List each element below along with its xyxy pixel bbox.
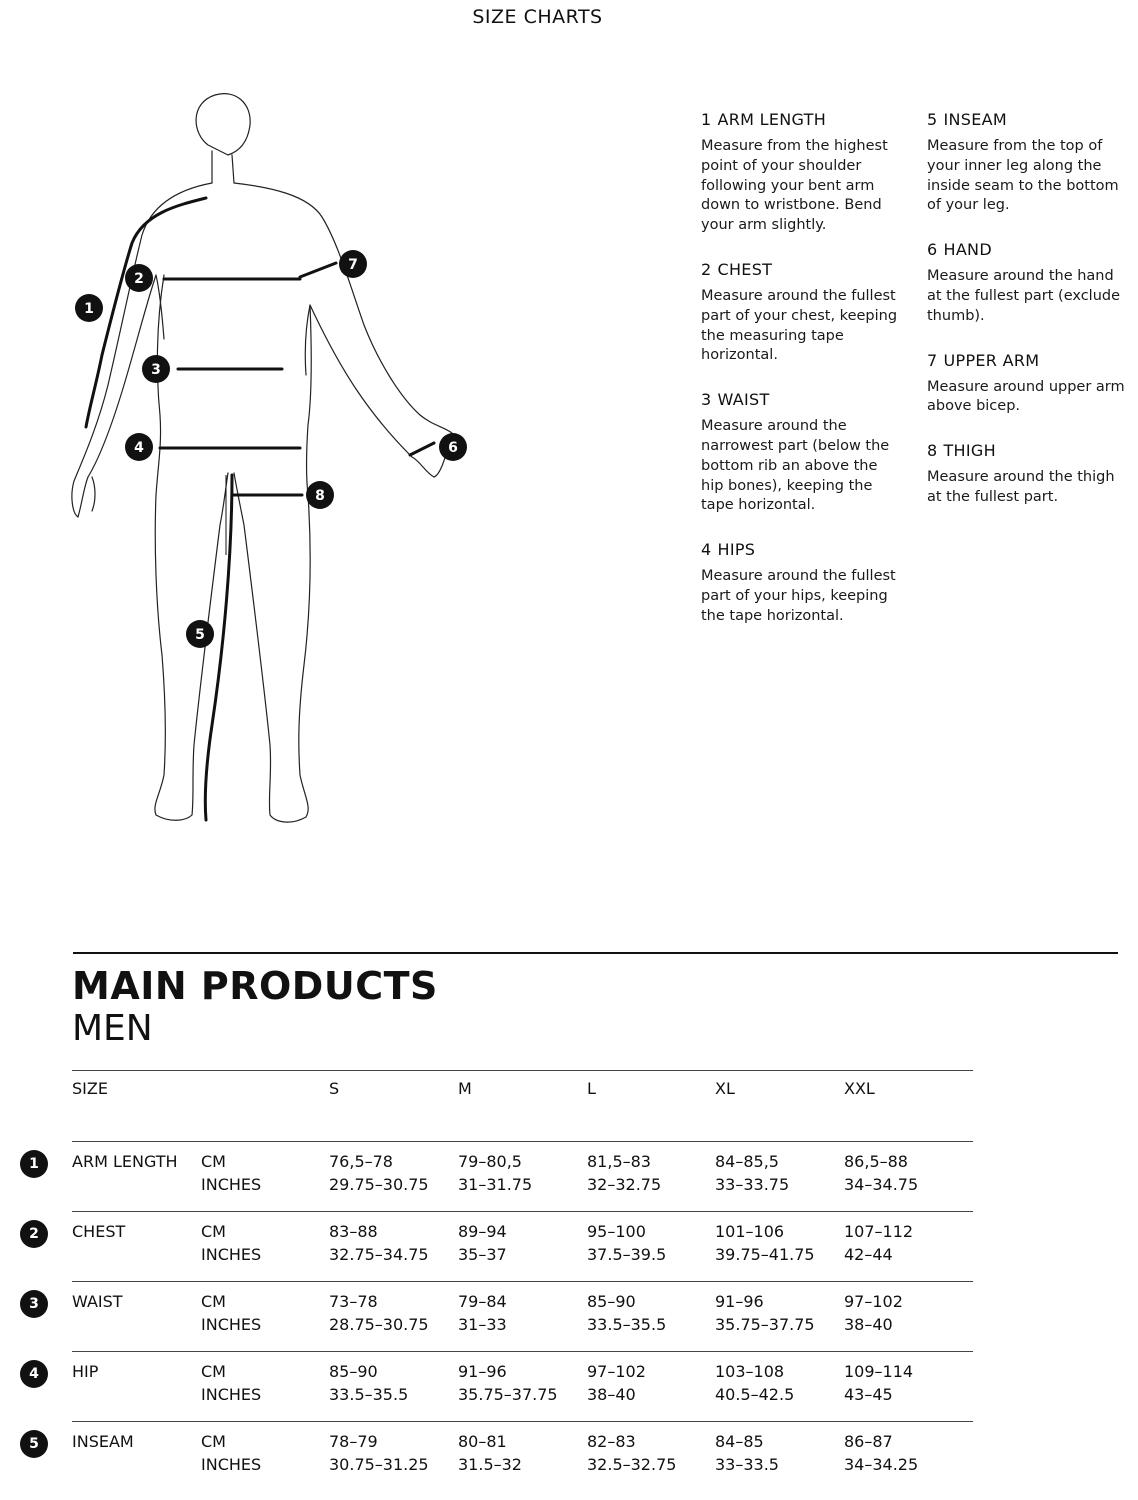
body-outline-illustration (60, 85, 520, 845)
value-cell: 79–80,5 31–31.75 (458, 1152, 533, 1194)
svg-text:2: 2 (134, 271, 144, 287)
svg-text:5: 5 (195, 627, 205, 643)
instruction-text: Measure around the thigh at the fullest part. (927, 469, 1115, 505)
row-badge: 2 (20, 1220, 48, 1248)
instruction-title: 4 HIPS (701, 540, 756, 560)
svg-text:3: 3 (151, 362, 161, 378)
table-row-arm-length (29, 1141, 973, 1211)
instruction-title: 5 INSEAM (927, 110, 1007, 129)
value-cell: 86,5–88 34–34.75 (844, 1152, 919, 1194)
value-cell: 97–102 38–40 (587, 1362, 646, 1404)
svg-text:6: 6 (448, 440, 458, 456)
value-cell: 109–114 43–45 (844, 1362, 914, 1404)
value-cell: 97–102 38–40 (844, 1292, 903, 1334)
inseam-line (205, 475, 232, 820)
instruction-text: Measure from the highest point of your shoulder following your bent arm down to wristbone. Bend your arm slightly. (701, 138, 888, 234)
value-cell: 85–90 33.5–35.5 (587, 1292, 667, 1334)
men-subtitle: MEN (72, 1008, 153, 1049)
instruction-text: Measure around the fullest part of your hips, keeping the tape horizontal. (701, 568, 896, 624)
value-cell: 80–81 31.5–32 (458, 1432, 522, 1474)
svg-text:4: 4 (134, 440, 144, 456)
instruction-text: Measure around upper arm above bicep. (927, 378, 1125, 415)
instruction-title: 6 HAND (927, 240, 992, 260)
instructions-column-2 (927, 110, 1127, 532)
size-xxl-header: XXL (844, 1079, 875, 1098)
value-cell: 76,5–78 29.75–30.75 (329, 1152, 429, 1194)
instruction-upper-arm (927, 351, 1127, 418)
badge-6 (439, 433, 467, 461)
badge-2 (125, 264, 153, 292)
row-label: ARM LENGTH (72, 1152, 178, 1171)
row-badge: 3 (20, 1290, 48, 1318)
size-header: SIZE (72, 1079, 108, 1098)
row-badge: 1 (20, 1150, 48, 1178)
hand-line (410, 443, 434, 455)
svg-text:8: 8 (315, 488, 325, 504)
svg-text:1: 1 (84, 301, 94, 317)
value-cell: 101–106 39.75–41.75 (715, 1222, 815, 1264)
value-cell: 73–78 28.75–30.75 (329, 1292, 429, 1334)
badge-1 (75, 294, 103, 322)
instruction-title: 1 ARM LENGTH (701, 110, 827, 129)
arm-length-line (86, 198, 206, 427)
row-label: HIP (72, 1362, 99, 1381)
size-xl-header: XL (715, 1079, 735, 1098)
instruction-title: 8 THIGH (927, 441, 996, 461)
instructions-column-1 (701, 110, 901, 651)
instruction-text: Measure around the hand at the fullest part (exclude thumb). (927, 268, 1121, 324)
table-header-row (72, 1070, 973, 1141)
row-units: CM INCHES (201, 1152, 262, 1194)
size-m-header: M (458, 1079, 472, 1098)
value-cell: 85–90 33.5–35.5 (329, 1362, 409, 1404)
instruction-arm-length (701, 110, 901, 236)
svg-text:7: 7 (348, 257, 358, 273)
value-cell: 79–84 31–33 (458, 1292, 507, 1334)
instruction-title: 7 UPPER ARM (927, 350, 1040, 370)
row-label: INSEAM (72, 1432, 134, 1451)
instruction-chest (701, 260, 901, 366)
instruction-hips (701, 540, 901, 626)
value-cell: 86–87 34–34.25 (844, 1432, 919, 1474)
row-units: CM INCHES (201, 1292, 262, 1334)
badge-5 (186, 620, 214, 648)
upper-arm-line (300, 263, 336, 277)
body-outline (72, 94, 455, 822)
instruction-hand (927, 240, 1127, 326)
instruction-text: Measure from the top of your inner leg along the inside seam to the bottom of your leg. (927, 138, 1119, 214)
instruction-text: Measure around the fullest part of your chest, keeping the measuring tape horizontal. (701, 287, 898, 364)
main-products-title: MAIN PRODUCTS (72, 964, 438, 1008)
instruction-waist (701, 390, 901, 516)
table-row-chest (29, 1211, 973, 1281)
value-cell: 81,5–83 32–32.75 (587, 1152, 662, 1194)
value-cell: 91–96 35.75–37.75 (458, 1362, 558, 1404)
value-cell: 78–79 30.75–31.25 (329, 1432, 429, 1474)
value-cell: 103–108 40.5–42.5 (715, 1362, 795, 1404)
table-row-hip (29, 1351, 973, 1421)
badge-3 (142, 355, 170, 383)
instruction-text: Measure around the narrowest part (below the bottom rib an above the hip bones), keeping the tape horizontal. (701, 418, 890, 514)
size-s-header: S (329, 1079, 340, 1098)
row-units: CM INCHES (201, 1362, 262, 1404)
instruction-thigh (927, 441, 1127, 508)
value-cell: 84–85 33–33.5 (715, 1432, 779, 1474)
section-divider (73, 952, 1118, 954)
row-units: CM INCHES (201, 1432, 262, 1474)
row-label: CHEST (72, 1222, 126, 1241)
table-row-waist (29, 1281, 973, 1351)
value-cell: 89–94 35–37 (458, 1222, 507, 1264)
badge-8 (306, 481, 334, 509)
value-cell: 91–96 35.75–37.75 (715, 1292, 815, 1334)
value-cell: 107–112 42–44 (844, 1222, 914, 1264)
row-units: CM INCHES (201, 1222, 262, 1264)
value-cell: 84–85,5 33–33.75 (715, 1152, 790, 1194)
badge-4 (125, 433, 153, 461)
instruction-inseam (927, 110, 1127, 216)
page-title: SIZE CHARTS (472, 6, 603, 28)
row-badge: 5 (20, 1430, 48, 1458)
table-row-inseam (29, 1421, 973, 1491)
badge-7 (339, 250, 367, 278)
value-cell: 83–88 32.75–34.75 (329, 1222, 429, 1264)
body-measurement-figure (60, 85, 520, 845)
size-table (29, 1070, 973, 1491)
row-label: WAIST (72, 1292, 123, 1311)
instruction-title: 2 CHEST (701, 259, 773, 279)
value-cell: 95–100 37.5–39.5 (587, 1222, 667, 1264)
row-badge: 4 (20, 1360, 48, 1388)
size-l-header: L (587, 1079, 596, 1098)
instruction-title: 3 WAIST (701, 390, 770, 410)
value-cell: 82–83 32.5–32.75 (587, 1432, 677, 1474)
